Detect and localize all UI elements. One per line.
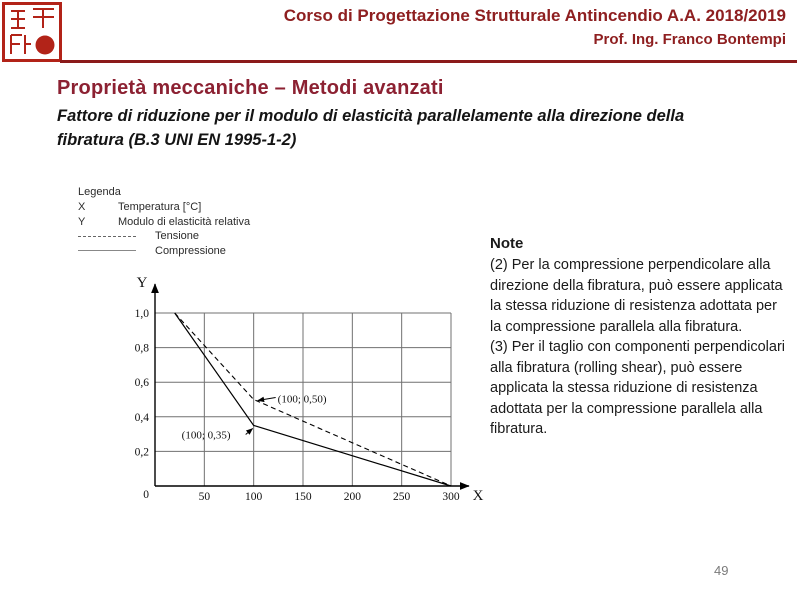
svg-text:X: X: [472, 488, 484, 504]
svg-text:0: 0: [143, 489, 149, 501]
notes-panel: [490, 235, 790, 440]
svg-text:0,2: 0,2: [134, 446, 149, 459]
svg-text:0,8: 0,8: [134, 342, 149, 355]
legend-label-x: Temperatura [°C]: [118, 201, 202, 214]
legend-label-compressione: Compressione: [155, 244, 226, 257]
page-number: 49: [714, 563, 729, 578]
svg-text:Y: Y: [136, 275, 148, 291]
svg-text:1,0: 1,0: [134, 308, 149, 320]
notes-heading: Note: [490, 235, 524, 252]
svg-text:100: 100: [245, 491, 263, 503]
professor-name: Prof. Ing. Franco Bontempi: [593, 31, 786, 48]
legend-symbol-x: X: [78, 201, 86, 214]
note-paragraph-2: (2) Per la compressione perpendicolare alla direzione della fibratura, può essere applicata la stessa riduzione di resistenza adottata per la compressione parallela alla fibratura.: [490, 257, 783, 335]
legend-label-y: Modulo di elasticità relativa: [118, 215, 251, 228]
svg-text:0,4: 0,4: [134, 411, 149, 424]
reduction-factor-chart: [118, 270, 490, 510]
svg-text:(100; 0,35): (100; 0,35): [181, 429, 231, 442]
svg-text:50: 50: [198, 491, 211, 503]
legend-heading: Legenda: [78, 186, 121, 198]
legend-item-x: [78, 200, 250, 215]
svg-text:250: 250: [393, 491, 411, 503]
svg-text:300: 300: [442, 491, 460, 503]
note-paragraph-3: (3) Per il taglio con componenti perpendicolari alla fibratura (rolling shear), può essere applicata la stessa riduzione di resistenza adottata per la compressione parallela alla fibratura.: [490, 339, 785, 437]
page-title: Proprietà meccaniche – Metodi avanzati: [57, 77, 444, 99]
course-title: Corso di Progettazione Strutturale Antincendio A.A. 2018/2019: [283, 6, 786, 25]
legend-item-tensione: [78, 229, 250, 244]
slide-subtitle: Fattore di riduzione per il modulo di elasticità parallelamente alla direzione della fibratura (B.3 UNI EN 1995-1-2): [57, 107, 685, 149]
legend-item-y: [78, 215, 250, 230]
chart-legend: [78, 186, 250, 258]
svg-text:150: 150: [294, 491, 312, 503]
svg-text:(100; 0,50): (100; 0,50): [277, 393, 327, 406]
seal-logo-icon: [2, 2, 62, 62]
dashed-line-icon: [78, 236, 136, 237]
header-rule: [60, 60, 797, 63]
legend-symbol-y: Y: [78, 215, 86, 228]
svg-text:200: 200: [343, 491, 361, 503]
svg-text:0,6: 0,6: [134, 377, 149, 390]
solid-line-icon: [78, 250, 136, 251]
legend-label-tensione: Tensione: [155, 230, 200, 243]
legend-item-compressione: [78, 244, 250, 259]
